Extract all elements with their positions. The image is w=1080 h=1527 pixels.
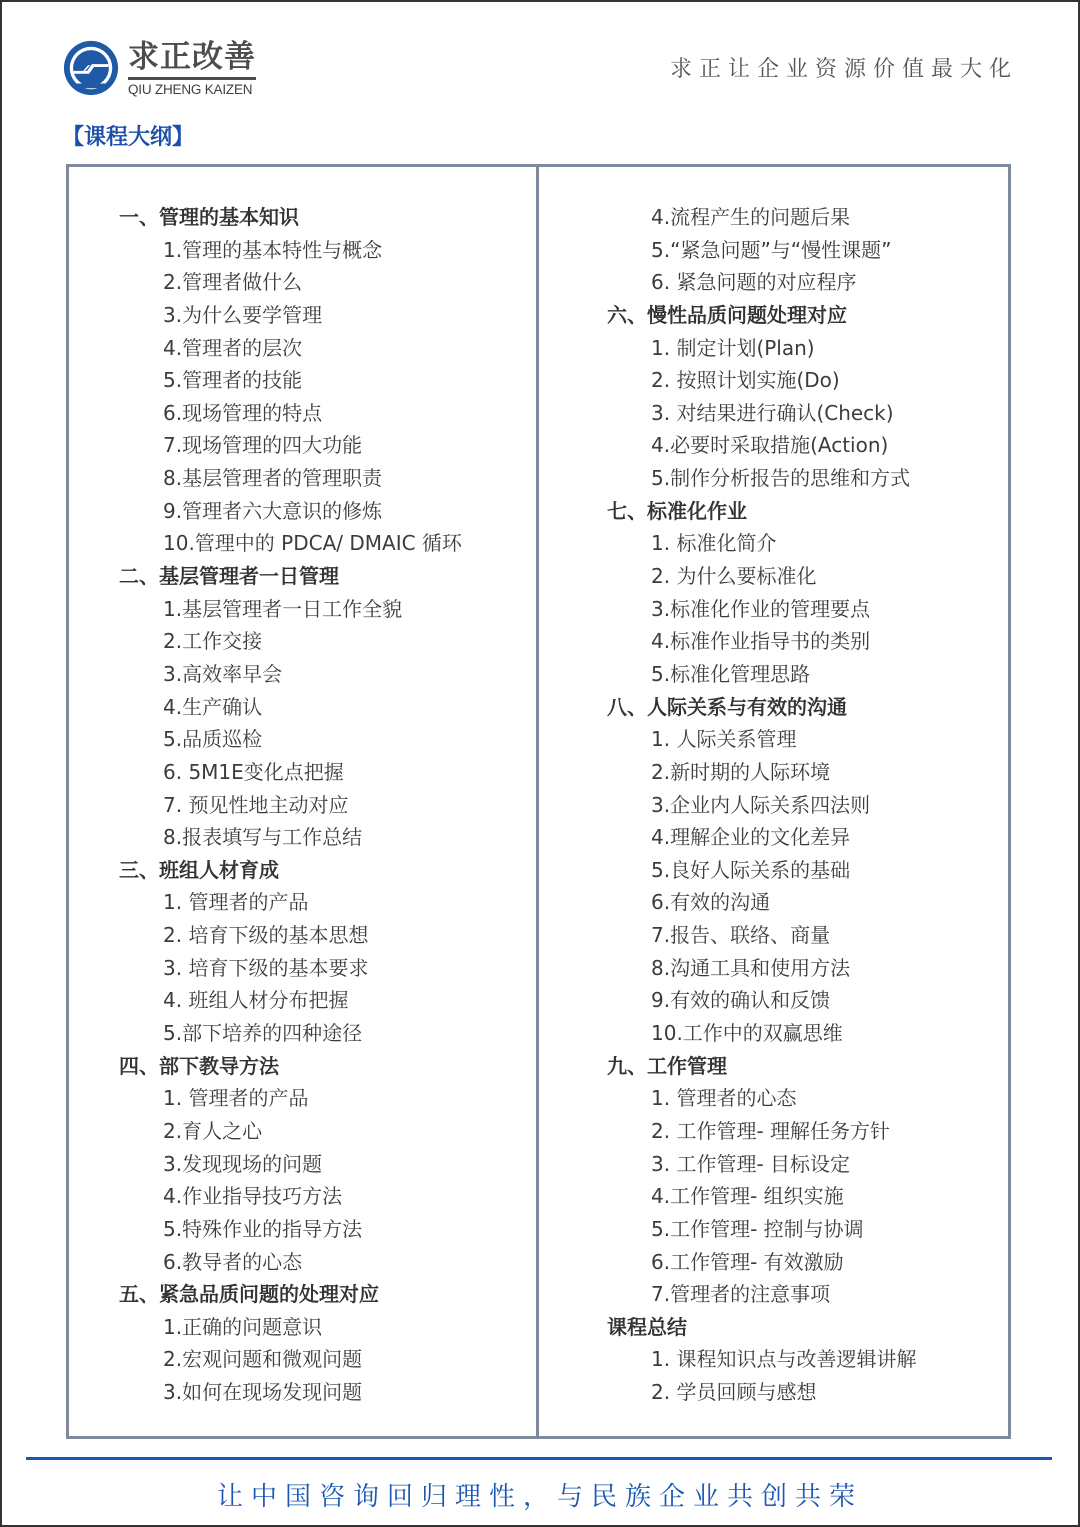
course-outline-table	[66, 164, 1011, 1439]
outline-left-column	[69, 167, 539, 1436]
logo-emblem-icon	[62, 39, 120, 97]
outline-item: 2. 为什么要标准化	[651, 564, 817, 589]
outline-item: 3.标准化作业的管理要点	[651, 596, 871, 621]
outline-item: 7.报告、联络、商量	[651, 923, 831, 948]
outline-item: 10.工作中的双赢思维	[651, 1021, 843, 1046]
footer-divider	[26, 1457, 1052, 1460]
outline-item: 3.发现现场的问题	[163, 1151, 323, 1176]
outline-item: 1. 标准化简介	[651, 531, 777, 556]
outline-section-heading: 三、班组人材育成	[119, 857, 279, 882]
outline-item: 5.标准化管理思路	[651, 661, 811, 686]
outline-item: 3. 工作管理- 目标设定	[651, 1151, 851, 1176]
outline-item: 4.流程产生的问题后果	[651, 205, 851, 229]
outline-item: 4. 班组人材分布把握	[163, 988, 349, 1013]
outline-item: 2. 工作管理- 理解任务方针	[651, 1118, 891, 1143]
outline-right-column	[539, 167, 1008, 1436]
outline-section-heading: 四、部下教导方法	[119, 1053, 279, 1078]
outline-item: 4.理解企业的文化差异	[651, 825, 851, 850]
outline-item: 4.标准作业指导书的类别	[651, 629, 871, 654]
outline-item: 3. 对结果进行确认(Check)	[651, 400, 894, 425]
outline-item: 3. 培育下级的基本要求	[163, 955, 369, 980]
outline-item: 5.管理者的技能	[163, 368, 303, 393]
footer-slogan: 让中国咨询回归理性，与民族企业共创共荣	[216, 1482, 863, 1512]
outline-section-heading: 一、管理的基本知识	[119, 205, 299, 229]
outline-item: 1.正确的问题意识	[163, 1314, 323, 1339]
outline-item: 5.“紧急问题”与“慢性课题”	[651, 237, 892, 262]
outline-item: 6. 5M1E变化点把握	[163, 759, 344, 784]
outline-item: 1.基层管理者一日工作全貌	[163, 596, 403, 621]
outline-item: 9.有效的确认和反馈	[651, 988, 831, 1013]
outline-item: 3.如何在现场发现问题	[163, 1380, 363, 1405]
outline-item: 8.基层管理者的管理职责	[163, 466, 383, 491]
outline-item: 8.沟通工具和使用方法	[651, 955, 851, 980]
outline-item: 5.工作管理- 控制与协调	[651, 1216, 864, 1241]
outline-item: 8.报表填写与工作总结	[163, 825, 363, 850]
logo-english-name: QIU ZHENG KAIZEN	[128, 82, 253, 97]
outline-item: 1. 管理者的心态	[651, 1086, 797, 1111]
outline-item: 1. 制定计划(Plan)	[651, 335, 815, 360]
outline-item: 5.制作分析报告的思维和方式	[651, 466, 911, 491]
outline-item: 4.作业指导技巧方法	[163, 1184, 343, 1209]
outline-item: 5.部下培养的四种途径	[163, 1021, 363, 1046]
outline-item: 1. 管理者的产品	[163, 890, 309, 915]
outline-item: 2. 按照计划实施(Do)	[651, 368, 840, 393]
outline-item: 5.良好人际关系的基础	[651, 857, 851, 882]
outline-item: 6. 紧急问题的对应程序	[651, 270, 857, 295]
outline-item: 1. 人际关系管理	[651, 727, 797, 752]
outline-section-heading: 六、慢性品质问题处理对应	[607, 302, 847, 327]
outline-item: 7.管理者的注意事项	[651, 1282, 831, 1307]
outline-item: 3.为什么要学管理	[163, 302, 323, 327]
outline-section-heading: 五、紧急品质问题的处理对应	[119, 1282, 379, 1307]
outline-item: 1. 管理者的产品	[163, 1086, 309, 1111]
outline-item: 4.必要时采取措施(Action)	[651, 433, 889, 458]
outline-item: 7. 预见性地主动对应	[163, 792, 349, 817]
outline-item: 6.教导者的心态	[163, 1249, 303, 1274]
outline-item: 4.生产确认	[163, 694, 263, 719]
outline-item: 4.管理者的层次	[163, 335, 303, 360]
outline-section-heading: 九、工作管理	[607, 1053, 727, 1078]
outline-item: 2. 学员回顾与感想	[651, 1380, 817, 1405]
outline-item: 10.管理中的 PDCA/ DMAIC 循环	[163, 531, 462, 556]
outline-section-heading: 课程总结	[607, 1314, 687, 1339]
company-logo	[62, 36, 256, 100]
outline-item: 2.新时期的人际环境	[651, 759, 831, 784]
outline-item: 6.工作管理- 有效激励	[651, 1249, 844, 1274]
outline-item: 3.高效率早会	[163, 661, 283, 686]
outline-section-heading: 七、标准化作业	[607, 498, 747, 523]
outline-item: 5.品质巡检	[163, 727, 263, 752]
outline-item: 2.管理者做什么	[163, 270, 303, 295]
outline-section-heading: 八、人际关系与有效的沟通	[607, 694, 847, 719]
outline-item: 1. 课程知识点与改善逻辑讲解	[651, 1347, 917, 1372]
outline-item: 2.工作交接	[163, 629, 263, 654]
logo-chinese-name: 求正改善	[128, 39, 256, 80]
outline-item: 1.管理的基本特性与概念	[163, 237, 383, 262]
outline-item: 9.管理者六大意识的修炼	[163, 498, 383, 523]
outline-item: 2. 培育下级的基本思想	[163, 923, 369, 948]
outline-item: 7.现场管理的四大功能	[163, 433, 363, 458]
outline-item: 3.企业内人际关系四法则	[651, 792, 871, 817]
section-title: 【课程大纲】	[62, 125, 195, 150]
outline-item: 6.现场管理的特点	[163, 400, 323, 425]
outline-item: 2.育人之心	[163, 1118, 263, 1143]
outline-section-heading: 二、基层管理者一日管理	[119, 564, 339, 589]
outline-item: 2.宏观问题和微观问题	[163, 1347, 363, 1372]
outline-item: 6.有效的沟通	[651, 890, 771, 915]
outline-item: 4.工作管理- 组织实施	[651, 1184, 844, 1209]
header-slogan: 求正让企业资源价值最大化	[669, 57, 1018, 82]
outline-item: 5.特殊作业的指导方法	[163, 1216, 363, 1241]
